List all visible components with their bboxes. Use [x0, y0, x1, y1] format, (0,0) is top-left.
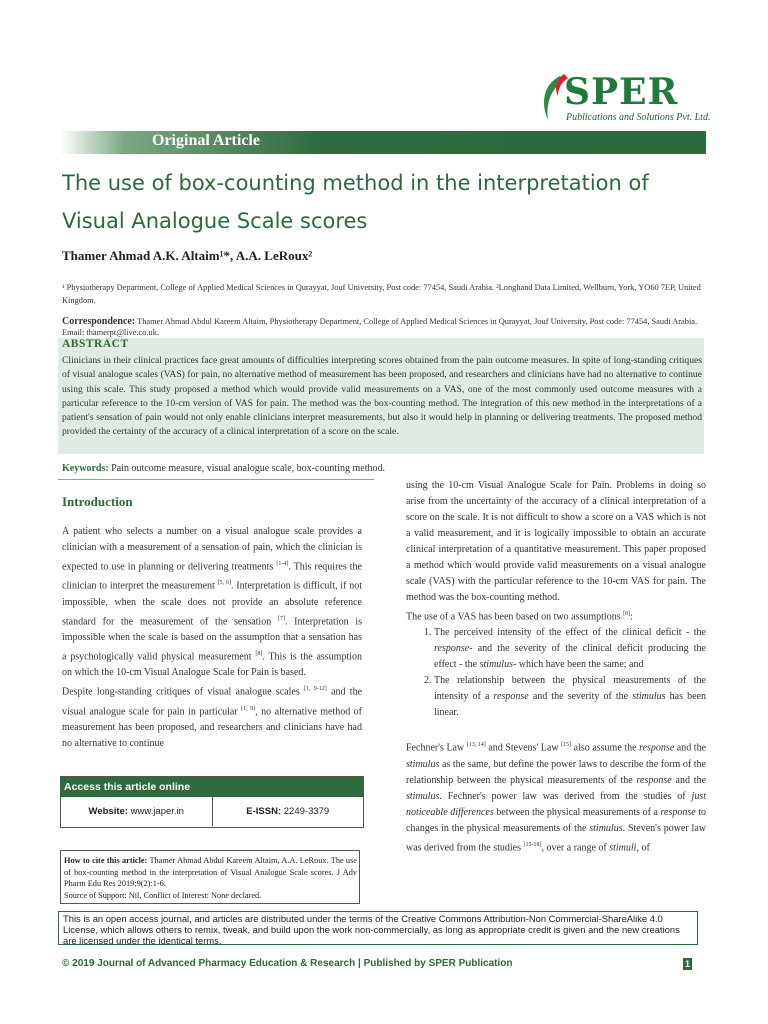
right-paragraph-2: The use of a VAS has been based on two assumptions [8]:	[406, 611, 633, 623]
keywords-label: Keywords:	[62, 463, 109, 474]
abstract-text: Clinicians in their clinical practices face great amounts of difficulties interpreting scores obtained from the pain outcome measures. In spite of long-standing critiques of visual analogue scales (VAS) for pain, no alternative method of measurement has been proposed, and researchers and clinicians have had no alternative to continue using this scale. This study proposed a method which would provide valid measurements on a VAS, one of the most commonly used outcome measures with a particular reference to the 10-cm version of VAS for pain. The method was the box-counting method. The integration of this new method in the interpretations of a patient's sensation of pain would not only enable clinicians interpret measurements, but also it would help in planning or delivering treatments. The proposed method provided the certainty of the accuracy of a clinical interpretation of a score on the scale.	[62, 355, 702, 438]
keywords-text: Pain outcome measure, visual analogue scale, box-counting method.	[111, 463, 385, 474]
citation-ref[interactable]: [13, 14]	[466, 742, 486, 749]
citation-ref[interactable]: [1, 9-12]	[304, 686, 327, 693]
citation-ref[interactable]: [8]	[623, 611, 631, 617]
citation-label: How to cite this article:	[64, 856, 148, 865]
page-number: 1	[684, 959, 690, 969]
intro-paragraph-2: Despite long-standing critiques of visual analogue scales [1, 9-12] and the visual analogue scale for pain in particular [1, 9], no alternative method of measurement has been proposed, and researchers and clinicians have had no alternative to continue	[62, 686, 363, 749]
license-box: This is an open access journal, and articles are distributed under the terms of the Creative Commons Attribution-Non Commercial-ShareAlike 4.0 License, which allows others to remix, tweak, and build upon the work non-commercially, as long as appropriate credit is given and the new creations are licensed under the identical terms.	[58, 911, 698, 945]
authors: Thamer Ahmad A.K. Altaim¹*, A.A. LeRoux²	[62, 248, 313, 263]
access-box	[60, 776, 364, 828]
assumptions-list	[406, 625, 706, 721]
citation-text: Thamer Ahmad Abdul Kareem Altaim, A.A. LeRoux. The use of box-counting method in the interpretation of Visual Analogue Scale scores. J Adv Pharm Edu Res 2019;9(2):1-6.	[64, 856, 357, 888]
right-paragraph-1: using the 10-cm Visual Analogue Scale for Pain. Problems in doing so arise from the uncertainty of the accuracy of a clinical interpretation of a score on the scale. It is not difficult to show a score on a VAS which is not a valid measurement, and it is logically impossible to obtain an accurate clinical interpretation of a quantitative measurement. This paper proposed a method which would provide valid measurements on a visual analogue scale (VAS) with the particular reference to the 10-cm VAS for pain. The method was the box-counting method.	[406, 480, 706, 603]
left-column	[62, 524, 362, 752]
affiliations: ¹ Physiotherapy Department, College of Applied Medical Sciences in Qurayyat, Jouf University, Post code: 77454, Saudi Arabia. ²Longhand Data Limited, Wellburn, York, YO60 7EP, United Kingdom.	[62, 283, 701, 305]
citation-ref[interactable]: [8]	[255, 650, 263, 657]
introduction-heading: Introduction	[62, 494, 133, 509]
support-text: Source of Support: Nil, Conflict of Interest: None declared.	[64, 890, 262, 900]
right-column	[406, 478, 706, 856]
publisher-logo	[538, 71, 711, 134]
website-cell[interactable]: Website: www.japer.in	[88, 806, 184, 817]
citation-ref[interactable]: [1-4]	[276, 561, 289, 567]
section-divider	[58, 479, 374, 480]
eissn-cell: E-ISSN: 2249-3379	[212, 797, 364, 826]
logo-name: SPER	[564, 71, 679, 113]
page-title: The use of box-counting method in the interpretation of Visual Analogue Scale scores	[62, 171, 649, 233]
logo-subtitle: Publications and Solutions Pvt. Ltd.	[566, 112, 711, 123]
list-item: 1. The perceived intensity of the effect of the clinical deficit - the response- and the severity of the clinical deficit producing the effect - the stimulus- which have been the same; and	[434, 625, 706, 673]
footer-text: © 2019 Journal of Advanced Pharmacy Education & Research | Published by SPER Publication	[62, 958, 513, 969]
citation-ref[interactable]: [7]	[277, 615, 285, 622]
citation-box	[60, 850, 360, 904]
access-heading: Access this article online	[61, 777, 363, 797]
correspondence-label: Correspondence:	[62, 316, 136, 327]
article-type-bar	[60, 131, 706, 154]
article-type-label: Original Article	[152, 132, 260, 149]
correspondence	[62, 316, 707, 338]
intro-paragraph-1: A patient who selects a number on a visual analogue scale provides a clinician with a measurement of a sensation of pain, which the clinician is expected to use in planning or delivering treatments [1-4]. This requires the clinician to interpret the measurement [5, 6]. Interpretation is difficult, if not impossible, when the scale does not provide an absolute reference standard for the measurement of the sensation [7]. Interpretation is impossible when the scale is based on the assumption that a sensation has a psychologically valid physical measurement [8]. This is the assumption on which the 10-cm Visual Analogue Scale for Pain is based.	[62, 526, 363, 679]
abstract-heading: ABSTRACT	[62, 338, 129, 350]
right-paragraph-3: Fechner's Law [13, 14] and Stevens' Law [15] also assume the response and the stimulus as the same, but define the power laws to describe the form of the relationship between the physical measurements of the response and the stimulus. Fechner's power law was derived from the studies of just noticeable differences between the physical measurements of a response to changes in the physical measurements of the stimulus. Steven's power law was derived from the studies [15-18], over a range of stimuli, of	[406, 742, 707, 853]
list-item: 2. The relationship between the physical measurements of the intensity of a response and the severity of the stimulus has been linear.	[434, 673, 706, 721]
citation-ref[interactable]: [15]	[561, 742, 572, 749]
access-row	[61, 797, 363, 826]
citation-ref[interactable]: [1, 9]	[241, 705, 256, 712]
citation-ref[interactable]: [15-18]	[523, 841, 542, 848]
keywords	[62, 463, 385, 474]
citation-ref[interactable]: [5, 6]	[217, 580, 231, 587]
website-link[interactable]: www.japer.in	[130, 806, 184, 817]
correspondence-text: Thamer Ahmad Abdul Kareem Altaim, Physiotherapy Department, College of Applied Medical Sciences in Qurayyat, Jouf University, Post code: 77454, Saudi Arabia. Email: thamerpt@live.co.uk.	[62, 317, 698, 337]
abstract-box	[58, 338, 704, 454]
